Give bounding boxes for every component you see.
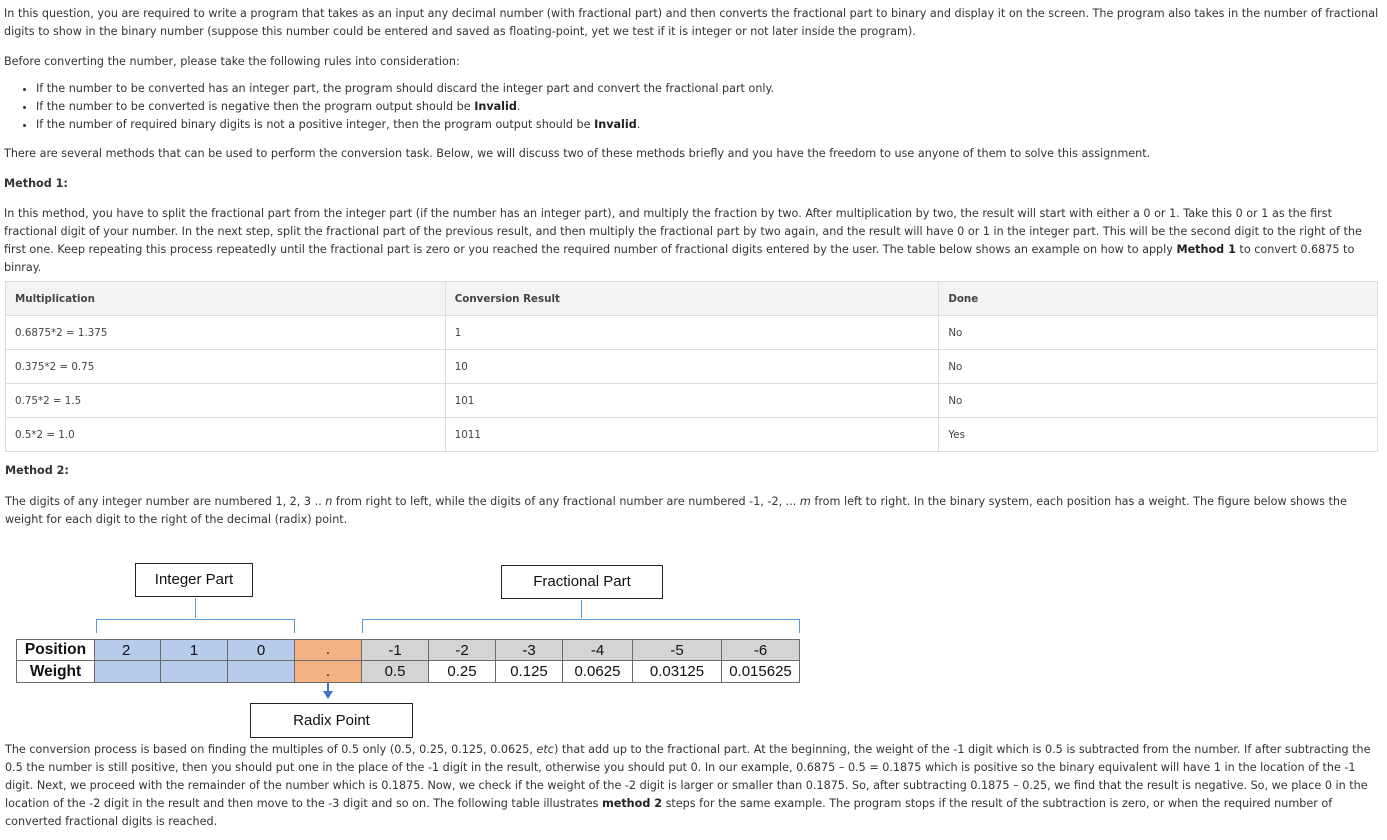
method-2-text-1: The digits of any integer number are numbered 1, 2, 3 .. (5, 495, 326, 508)
rule-2-invalid: Invalid (474, 100, 517, 113)
method-1-table (5, 281, 1378, 452)
fractional-bracket (362, 619, 800, 633)
table-cell: 0.375*2 = 0.75 (6, 350, 446, 384)
final-text-3: steps for the same example. The program stops if the result of the subtraction is zero, or when the required number of converted fractional digits is reached. (5, 797, 1333, 828)
table-row (6, 316, 1378, 350)
rule-2-text: If the number to be converted is negative then the program output should be (36, 100, 475, 113)
weight-cell (227, 660, 295, 683)
header-done: Done (939, 282, 1378, 316)
method-2-n: n (325, 495, 333, 508)
table-cell: Yes (939, 418, 1378, 452)
weight-cell: 0.25 (428, 660, 496, 683)
position-cell: 0 (227, 639, 295, 661)
intro-paragraph: In this question, you are required to write a program that takes as an input any decimal number (with fractional part) and then converts the fractional part to binary and display it on the screen. The program also takes in the number of fractional digits to show in the binary number (suppose this number could be entered and saved as floating-point, yet we test if it is integer or not later inside the program). (4, 7, 1379, 38)
fractional-bracket-stem (581, 600, 582, 618)
table-cell: 0.6875*2 = 1.375 (6, 316, 446, 350)
rule-3-text: If the number of required binary digits is not a positive integer, then the program output should be (36, 118, 595, 131)
table-cell: 10 (445, 350, 939, 384)
weight-cell: 0.015625 (721, 660, 800, 683)
table-cell: No (939, 316, 1378, 350)
table-cell: 0.75*2 = 1.5 (6, 384, 446, 418)
integer-bracket-stem (195, 598, 196, 618)
method-1-heading: Method 1: (4, 177, 68, 190)
rules-intro: Before converting the number, please take the following rules into consideration: (4, 55, 460, 68)
method-1-text: In this method, you have to split the fractional part from the integer part (if the number has an integer part), and multiply the fraction by two. After multiplication by two, the result will start with either a 0 or 1. Take this 0 or 1 as the first fractional digit of your number. In the next step, split the fractional part of the previous result, and then multiply the fractional part by two again, and the result will have 0 or 1 in the integer part. This will be the second digit to the right of the first one. Keep repeating this process repeatedly until the fractional part is zero or you reached the required number of fractional digits entered by the user. The table below shows an example on how to apply (4, 207, 1362, 256)
table-header-row (6, 282, 1378, 316)
method-2-text-2: from right to left, while the digits of any fractional number are numbered -1, -2, ... (332, 495, 800, 508)
weight-cell (94, 660, 161, 683)
table-cell: No (939, 350, 1378, 384)
table-row (6, 384, 1378, 418)
rule-3-end: . (636, 118, 641, 131)
table-cell: 0.5*2 = 1.0 (6, 418, 446, 452)
table-cell: 101 (445, 384, 939, 418)
position-label: Position (16, 639, 95, 661)
method-2-heading: Method 2: (5, 464, 69, 477)
rule-2-end: . (516, 100, 521, 113)
table-cell: No (939, 384, 1378, 418)
rule-digits (36, 116, 1382, 134)
weight-cell (160, 660, 228, 683)
methods-intro: There are several methods that can be used to perform the conversion task. Below, we will discuss two of these methods briefly and you have the freedom to use anyone of them to solve this assignment. (4, 147, 1151, 160)
integer-part-label: Integer Part (135, 563, 253, 597)
position-cell: -1 (361, 639, 429, 661)
position-cell: 1 (160, 639, 228, 661)
position-cell: -2 (428, 639, 496, 661)
radix-arrow-icon (323, 691, 333, 699)
position-cell: -4 (562, 639, 633, 661)
method-2-text-3: from left to right. In the binary system, each position has a weight. The figure below shows the weight for each digit to the right of the decimal (radix) point. (5, 495, 1347, 526)
method-1-bold: Method 1 (1176, 243, 1236, 256)
rules-list (4, 80, 1382, 134)
table-cell: 1011 (445, 418, 939, 452)
position-cell: -5 (632, 639, 722, 661)
radix-arrow-line (327, 683, 329, 691)
weight-label: Weight (16, 660, 95, 683)
table-row (6, 350, 1378, 384)
weight-cell: 0.125 (495, 660, 563, 683)
weight-cell: 0.0625 (562, 660, 633, 683)
position-cell: -6 (721, 639, 800, 661)
rule-1-text: If the number to be converted has an integer part, the program should discard the integer part and convert the fractional part only. (36, 82, 775, 95)
rule-integer-part (36, 80, 1382, 98)
rule-3-invalid: Invalid (594, 118, 637, 131)
final-text-2: ) that add up to the fractional part. At the beginning, the weight of the -1 digit which is 0.5 is subtracted from the number. If after subtracting the 0.5 the number is still positive, then you should put one in the place of the -1 digit in the result, otherwise you should put 0. In our example, 0.6875 – 0.5 = 0.1875 which is positive so the binary equivalent will have 1 in the location of the -1 digit. Next, we proceed with the remainder of the number which is 0.1875. Now, we check if the weight of the -2 digit is larger or smaller than 0.1875. So, after subtracting 0.1875 – 0.25, we find that the result is negative. So, we place 0 in the location of the -2 digit in the result and then move to the -3 digit and so on. The following table illustrates (5, 743, 1371, 810)
table-row (6, 418, 1378, 452)
method-1-description (4, 205, 1382, 277)
method-2-explanation (5, 741, 1380, 831)
fractional-part-label: Fractional Part (501, 565, 663, 599)
method-1-text-end: to convert 0.6875 to binray. (4, 243, 1355, 274)
final-etc: etc (536, 743, 554, 756)
radix-dot-cell: . (294, 660, 362, 683)
position-cell: -3 (495, 639, 563, 661)
header-conversion-result: Conversion Result (445, 282, 939, 316)
header-multiplication: Multiplication (6, 282, 446, 316)
method-2-description (5, 493, 1380, 529)
final-text-1: The conversion process is based on finding the multiples of 0.5 only (0.5, 0.25, 0.125, 0.0625, (5, 743, 537, 756)
binary-weight-diagram (0, 555, 820, 745)
table-cell: 1 (445, 316, 939, 350)
final-bold: method 2 (602, 797, 663, 810)
method-2-m: m (799, 495, 811, 508)
radix-point-label: Radix Point (250, 703, 413, 738)
rule-negative (36, 98, 1382, 116)
radix-dot-cell: . (294, 639, 362, 661)
weight-cell: 0.03125 (632, 660, 722, 683)
weight-cell: 0.5 (361, 660, 429, 683)
position-cell: 2 (94, 639, 161, 661)
integer-bracket (96, 619, 295, 633)
